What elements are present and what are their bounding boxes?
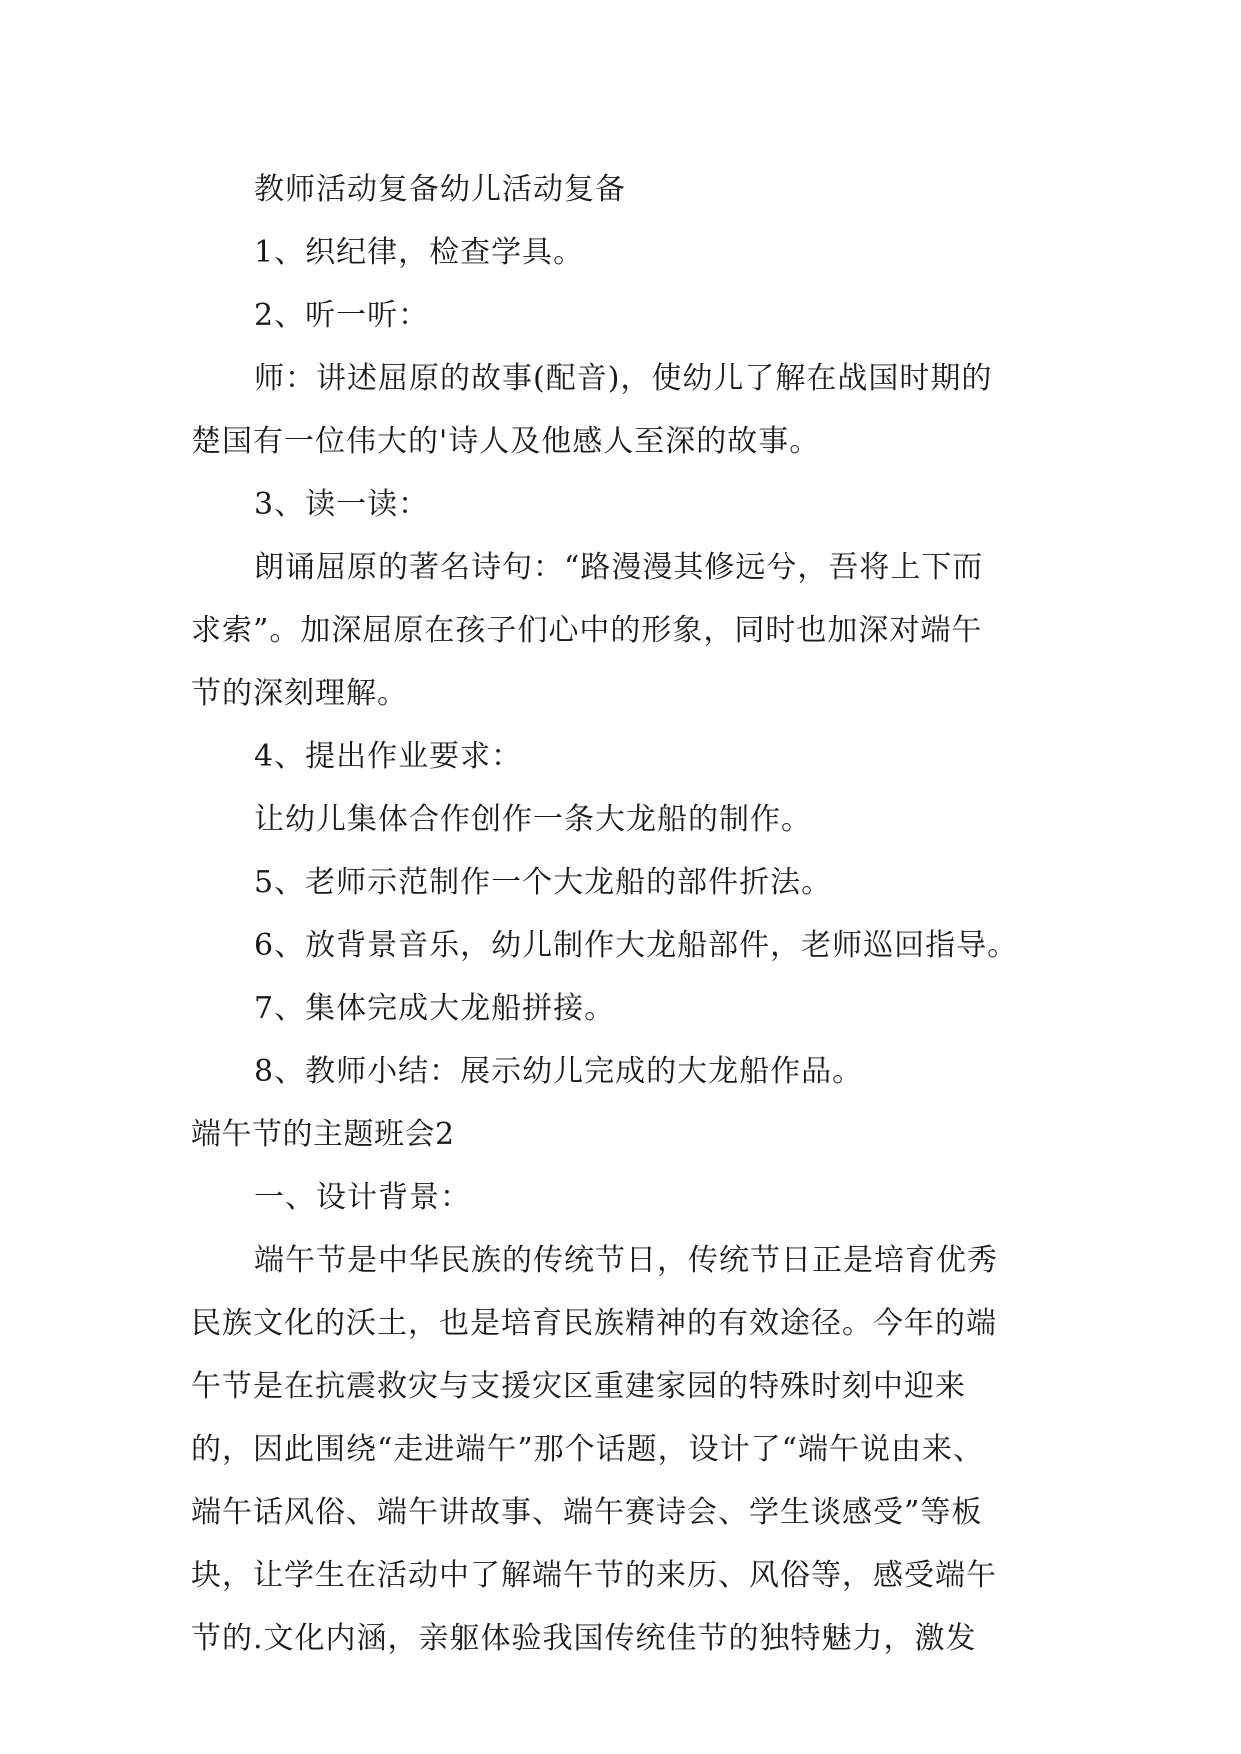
text-line: 的，因此围绕“走进端午”那个话题，设计了“端午说由来、 bbox=[191, 1432, 985, 1467]
section-heading: 端午节的主题班会2 bbox=[191, 1117, 455, 1152]
text-line: 民族文化的沃土，也是培育民族精神的有效途径。今年的端 bbox=[191, 1306, 997, 1341]
text-line: 让幼儿集体合作创作一条大龙船的制作。 bbox=[254, 802, 812, 837]
text-line: 4、提出作业要求： bbox=[254, 739, 523, 774]
text-line: 午节是在抗震救灾与支援灾区重建家园的特殊时刻中迎来 bbox=[191, 1369, 966, 1404]
text-line: 楚国有一位伟大的'诗人及他感人至深的故事。 bbox=[191, 424, 821, 459]
text-line: 8、教师小结：展示幼儿完成的大龙船作品。 bbox=[254, 1054, 864, 1089]
text-line: 1、织纪律，检查学具。 bbox=[254, 235, 585, 270]
text-line: 师：讲述屈原的故事(配音)，使幼儿了解在战国时期的 bbox=[254, 361, 993, 396]
text-line: 端午节是中华民族的传统节日，传统节日正是培育优秀 bbox=[254, 1243, 998, 1278]
text-line: 端午话风俗、端午讲故事、端午赛诗会、学生谈感受”等板 bbox=[191, 1495, 983, 1530]
text-line: 教师活动复备幼儿活动复备 bbox=[254, 172, 626, 207]
text-line: 节的深刻理解。 bbox=[191, 676, 408, 711]
text-line: 一、设计背景： bbox=[254, 1180, 471, 1215]
text-line: 7、集体完成大龙船拼接。 bbox=[254, 991, 616, 1026]
document-body bbox=[191, 158, 1071, 1670]
text-line: 5、老师示范制作一个大龙船的部件折法。 bbox=[254, 865, 833, 900]
text-line: 块，让学生在活动中了解端午节的来历、风俗等，感受端午 bbox=[191, 1558, 997, 1593]
text-line: 求索”。加深屈原在孩子们心中的形象，同时也加深对端午 bbox=[191, 613, 983, 648]
text-line: 2、听一听： bbox=[254, 298, 430, 333]
text-line: 6、放背景音乐，幼儿制作大龙船部件，老师巡回指导。 bbox=[254, 928, 1019, 963]
text-line: 3、读一读： bbox=[254, 487, 430, 522]
text-line: 节的.文化内涵，亲躯体验我国传统佳节的独特魅力，激发 bbox=[191, 1621, 977, 1656]
text-line: 朗诵屈原的著名诗句：“路漫漫其修远兮，吾将上下而 bbox=[254, 550, 984, 585]
